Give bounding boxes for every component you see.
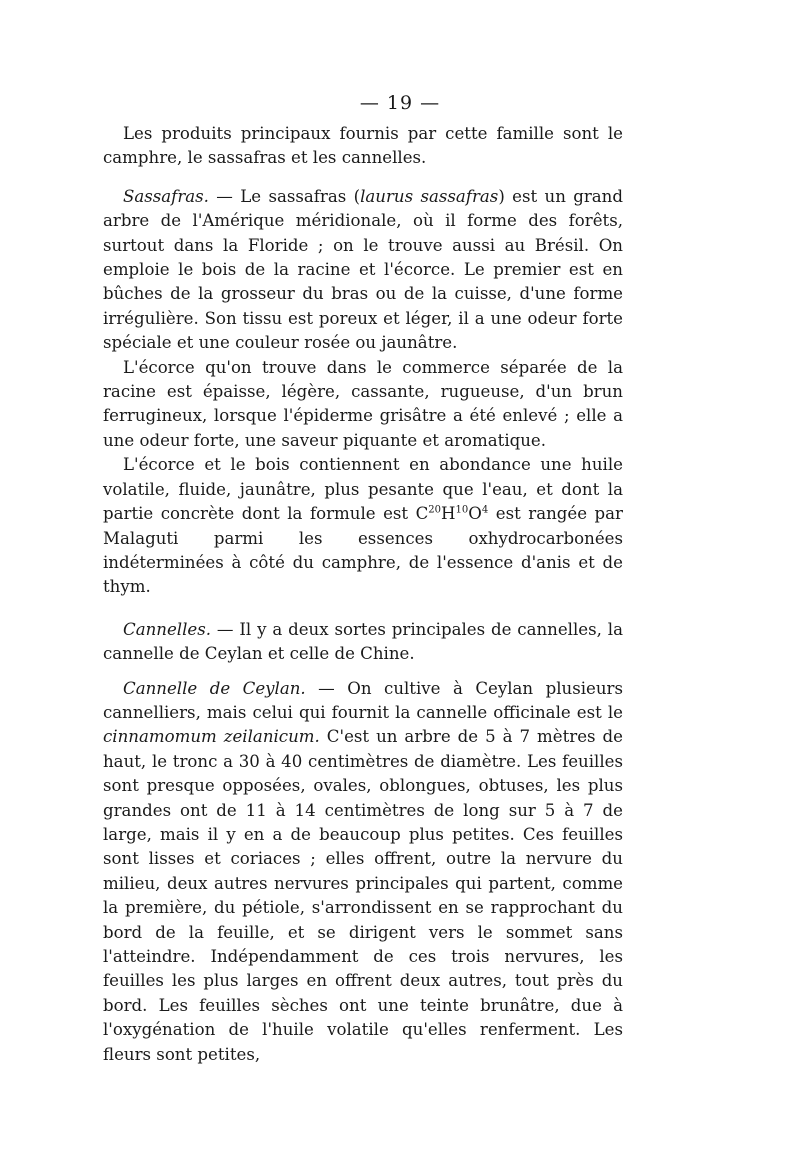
text-run: ) est un grand arbre de l'Amérique méridionale, où il forme des forêts, surtout dans la Floride ; on le trouve aussi au Brésil. On emploie le bois de la racine et l'écorce. Le premier est en bûches de la grosseur du bras ou de la cuisse, d'une forme irrégulière. Son tissu est poreux et léger, il a une odeur forte spéciale et une couleur rosée ou jaunâtre.: [103, 186, 623, 353]
paragraph-cannelles: [103, 618, 623, 667]
text-run: L'écorce et le bois contiennent en abondance une huile volatile, fluide, jaunâtre, plus pesante que l'eau, et dont la partie concrète dont la formule est C: [103, 455, 623, 524]
paragraph-huile: [103, 453, 623, 599]
paragraph-ceylan: [103, 677, 623, 1068]
text-run: est rangée par Malaguti parmi les essences oxhydrocarbonées indéterminées à côté du camphre, de l'essence d'anis et de thym.: [103, 504, 623, 597]
formula-superscript: 4: [481, 504, 489, 516]
latin-name: cinnamomum zeilanicum.: [103, 727, 320, 747]
paragraph-intro: Les produits principaux fournis par cette famille sont le camphre, le sassafras et les cannelles.: [103, 124, 623, 168]
paragraph-sassafras: [103, 185, 623, 356]
text-run: — On cultive à Ceylan plusieurs cannelliers, mais celui qui fournit la cannelle officinale est le: [103, 678, 623, 722]
text-run: — Le sassafras (: [208, 186, 361, 206]
formula-superscript: 10: [455, 504, 469, 516]
section-heading-cannelles: Cannelles.: [123, 619, 212, 639]
latin-name: laurus sassafras: [360, 186, 499, 206]
section-heading-sassafras: Sassafras.: [123, 186, 209, 206]
section-heading-ceylan: Cannelle de Ceylan.: [123, 678, 306, 698]
text-run: H: [441, 504, 456, 524]
text-run: — Il y a deux sortes principales de cannelles, la cannelle de Ceylan et celle de Chine.: [103, 619, 623, 664]
text-run: O: [468, 504, 482, 524]
page-number: — 19 —: [359, 92, 441, 114]
paragraph-ecorce: L'écorce qu'on trouve dans le commerce séparée de la racine est épaisse, légère, cassante, rugueuse, d'un brun ferrugineux, lorsque l'épiderme grisâtre a été enlevé ; elle a une odeur forte, une saveur piquante et aromatique.: [103, 357, 623, 450]
formula-superscript: 20: [428, 504, 442, 516]
body-text: [103, 122, 623, 1067]
text-run: C'est un arbre de 5 à 7 mètres de haut, le tronc a 30 à 40 centimètres de diamètre. Les feuilles sont presque opposées, ovales, oblongues, obtuses, les plus grandes ont de 11 à 14 centimètres de long sur 5 à 7 de large, mais il y en a de beaucoup plus petites. Ces feuilles sont lisses et coriaces ; elles offrent, outre la nervure du milieu, deux autres nervures principales qui partent, comme la première, du pétiole, s'arrondissent en se rapprochant du bord de la feuille, et se dirigent vers le sommet sans l'atteindre. Indépendamment de ces trois nervures, les feuilles les plus larges en offrent deux autres, tout près du bord. Les feuilles sèches ont une teinte brunâtre, due à l'oxygénation de l'huile volatile qu'elles renferment. Les fleurs sont petites,: [103, 727, 623, 1064]
